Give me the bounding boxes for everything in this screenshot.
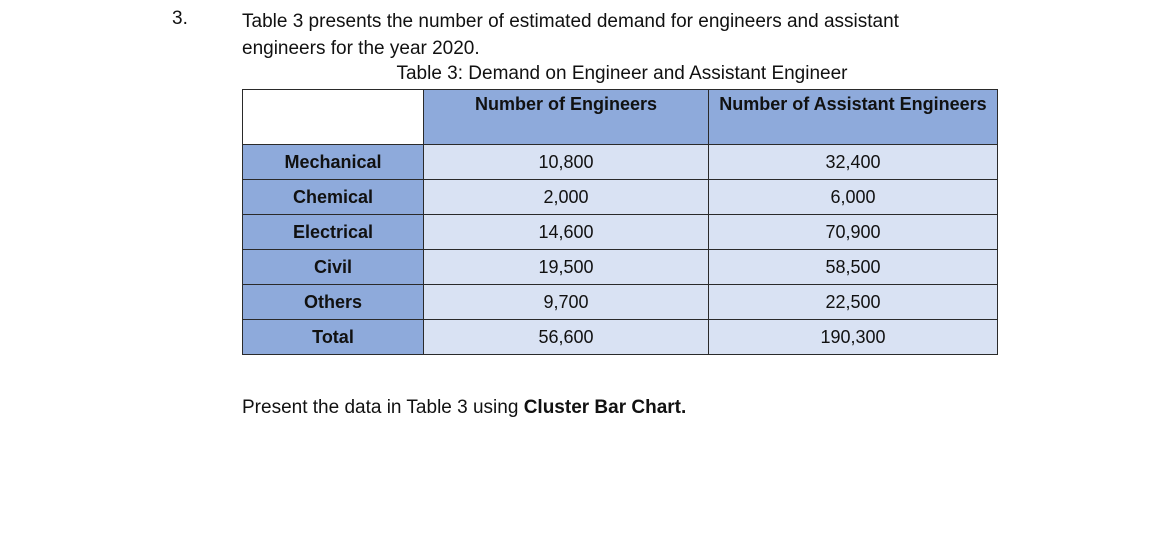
instruction-prefix: Present the data in Table 3 using <box>242 397 524 418</box>
assistant-engineers-value: 70,900 <box>709 215 998 250</box>
table-header-row <box>243 90 998 145</box>
table-caption: Table 3: Demand on Engineer and Assistant Engineer <box>396 63 848 84</box>
engineers-value: 9,700 <box>424 285 709 320</box>
row-label: Mechanical <box>243 145 424 180</box>
table-row <box>243 285 998 320</box>
assistant-engineers-value: 58,500 <box>709 250 998 285</box>
engineers-value: 14,600 <box>424 215 709 250</box>
instruction-emphasis: Cluster Bar Chart. <box>523 397 687 418</box>
assistant-engineers-value: 32,400 <box>709 145 998 180</box>
row-label: Others <box>243 285 424 320</box>
engineers-value: 10,800 <box>424 145 709 180</box>
assistant-engineers-value: 22,500 <box>709 285 998 320</box>
table-corner-cell <box>243 90 424 145</box>
row-label: Electrical <box>243 215 424 250</box>
assistant-engineers-value: 190,300 <box>709 320 998 355</box>
demand-table <box>242 89 998 355</box>
row-label: Chemical <box>243 180 424 215</box>
table-row <box>243 145 998 180</box>
table-row <box>243 180 998 215</box>
header-number-of-engineers: Number of Engineers <box>424 90 709 145</box>
assistant-engineers-value: 6,000 <box>709 180 998 215</box>
table-row <box>243 250 998 285</box>
instruction-text <box>242 396 686 420</box>
row-label: Civil <box>243 250 424 285</box>
question-text: Table 3 presents the number of estimated demand for engineers and assistant engineers for the year 2020. <box>242 11 899 59</box>
question-number: 3. <box>172 8 188 29</box>
row-label: Total <box>243 320 424 355</box>
engineers-value: 2,000 <box>424 180 709 215</box>
engineers-value: 56,600 <box>424 320 709 355</box>
header-number-of-assistant-engineers: Number of Assistant Engineers <box>709 90 998 145</box>
table-row <box>243 215 998 250</box>
engineers-value: 19,500 <box>424 250 709 285</box>
table-row-total <box>243 320 998 355</box>
